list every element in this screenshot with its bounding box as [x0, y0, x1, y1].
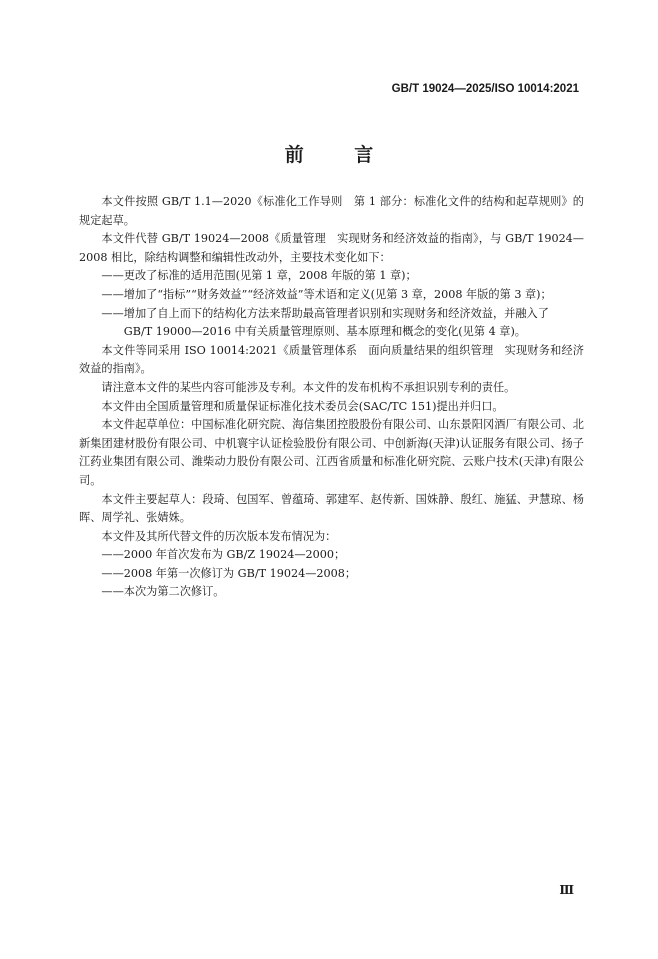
- paragraph-replacement: 本文件代替 GB/T 19024—2008《质量管理 实现财务和经济效益的指南》，与 GB/T 19024—2008 相比，除结构调整和编辑性改动外，主要技术变化如下：: [79, 232, 584, 264]
- page-number: Ⅲ: [559, 883, 574, 897]
- paragraph-patent-notice: 请注意本文件的某些内容可能涉及专利。本文件的发布机构不承担识别专利的责任。: [101, 380, 516, 394]
- paragraph-drafting-rules: 本文件按照 GB/T 1.1—2020《标准化工作导则 第 1 部分：标准化文件的结构和起草规则》的规定起草。: [79, 195, 584, 227]
- paragraph-committee: 本文件由全国质量管理和质量保证标准化技术委员会(SAC/TC 151)提出并归口。: [101, 399, 504, 413]
- page-title: 前 言: [284, 144, 396, 166]
- change-item-terms: ——增加了“指标”“财务效益”“经济效益”等术语和定义(见第 3 章，2008 年版的第 3 章)；: [101, 287, 552, 301]
- paragraph-iso-adoption: 本文件等同采用 ISO 10014:2021《质量管理体系 面向质量结果的组织管理 实现财务和经济效益的指南》。: [79, 343, 584, 376]
- history-item-2000: ——2000 年首次发布为 GB/Z 19024—2000；: [101, 548, 346, 562]
- change-item-scope: ——更改了标准的适用范围(见第 1 章，2008 年版的第 1 章)；: [101, 269, 417, 283]
- foreword-body: [79, 193, 584, 602]
- paragraph-drafting-units: 本文件起草单位：中国标准化研究院、海信集团控股股份有限公司、山东景阳冈酒厂有限公司、北新集团建材股份有限公司、中机寰宇认证检验股份有限公司、中创新海(天津)认证服务有限公司、扬子江药业集团有限公司、潍柴动力股份有限公司、江西省质量和标准化研究院、云账户技术(天津)有限公司。: [79, 418, 584, 487]
- standard-identifier: GB/T 19024—2025/ISO 10014:2021: [391, 83, 579, 95]
- paragraph-history-intro: 本文件及其所代替文件的历次版本发布情况为：: [101, 529, 337, 543]
- change-item-approach-line1: ——增加了自上而下的结构化方法来帮助最高管理者识别和实现财务和经济效益，并融入了: [101, 306, 549, 320]
- history-item-current: ——本次为第二次修订。: [101, 585, 225, 599]
- history-item-2008: ——2008 年第一次修订为 GB/T 19024—2008；: [101, 566, 357, 580]
- change-item-approach: [79, 305, 584, 342]
- paragraph-drafters: 本文件主要起草人：段琦、包国军、曾蕴琦、郭建军、赵传新、国姝静、殷红、施猛、尹慧琼、杨晖、周学礼、张婧姝。: [79, 492, 584, 525]
- change-item-approach-line2: GB/T 19000—2016 中有关质量管理原则、基本原理和概念的变化(见第 4 章)。: [123, 325, 526, 339]
